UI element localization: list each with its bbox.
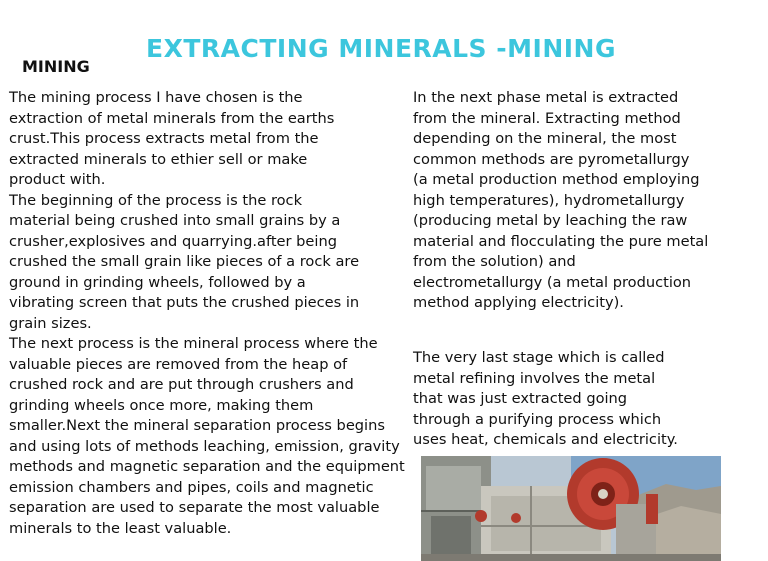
text-line: minerals to the least valuable. [9,519,232,537]
text-line: material being crushed into small grains by a [9,212,341,229]
text-line: ground in grinding wheels, followed by a [9,273,306,291]
text-line: valuable pieces are removed from the heap of [9,355,348,373]
text-line: grinding wheels once more, making them [9,396,314,414]
text-line: separation are used to separate the most valuable [9,499,380,516]
text-line: high temperatures), hydrometallurgy [413,191,685,209]
text-line: through a purifying process which [413,410,662,428]
text-line: uses heat, chemicals and electricity. [413,431,678,448]
text-line: The beginning of the process is the rock [9,191,303,209]
text-line: emission chambers and pipes, coils and magnetic [9,478,374,496]
text-line: product with. [9,171,106,188]
text-line: depending on the mineral, the most [413,130,677,147]
text-line: (producing metal by leaching the raw [413,212,688,229]
refining-text-block [413,348,743,451]
text-line: that was just extracted going [413,390,628,407]
text-line: from the solution) and [413,253,576,270]
slide-title: EXTRACTING MINERALS -MINING [146,34,616,63]
text-line: metal refining involves the metal [413,369,656,387]
text-line: crushed the small grain like pieces of a rock are [9,253,360,270]
text-line: method applying electricity). [413,294,624,311]
text-line: (a metal production method employing [413,171,700,188]
text-line: crushed rock and are put through crushers and [9,376,354,393]
text-line: crusher,explosives and quarrying.after being [9,232,337,250]
text-line: The very last stage which is called [413,349,665,366]
text-line: and using lots of methods leaching, emission, gravity [9,437,400,455]
text-line: extracted minerals to ethier sell or make [9,150,308,168]
text-line: electrometallurgy (a metal production [413,273,692,291]
left-text-column [9,88,407,539]
text-line: material and flocculating the pure metal [413,232,709,250]
text-line: methods and magnetic separation and the equipment [9,458,405,475]
text-line: smaller.Next the mineral separation process begins [9,417,385,434]
text-line: The mining process I have chosen is the [9,89,303,106]
text-line: grain sizes. [9,314,92,332]
text-line: common methods are pyrometallurgy [413,150,690,168]
text-line: The next process is the mineral process where the [9,335,378,352]
section-heading: MINING [22,57,90,76]
right-text-column [413,88,743,314]
crusher-photo [421,456,721,561]
text-line: In the next phase metal is extracted [413,89,679,106]
text-line: extraction of metal minerals from the earths [9,109,335,127]
text-line: from the mineral. Extracting method [413,109,681,127]
text-line: vibrating screen that puts the crushed pieces in [9,294,360,311]
text-line: crust.This process extracts metal from the [9,130,319,147]
crusher-machine-illustration [421,456,721,561]
